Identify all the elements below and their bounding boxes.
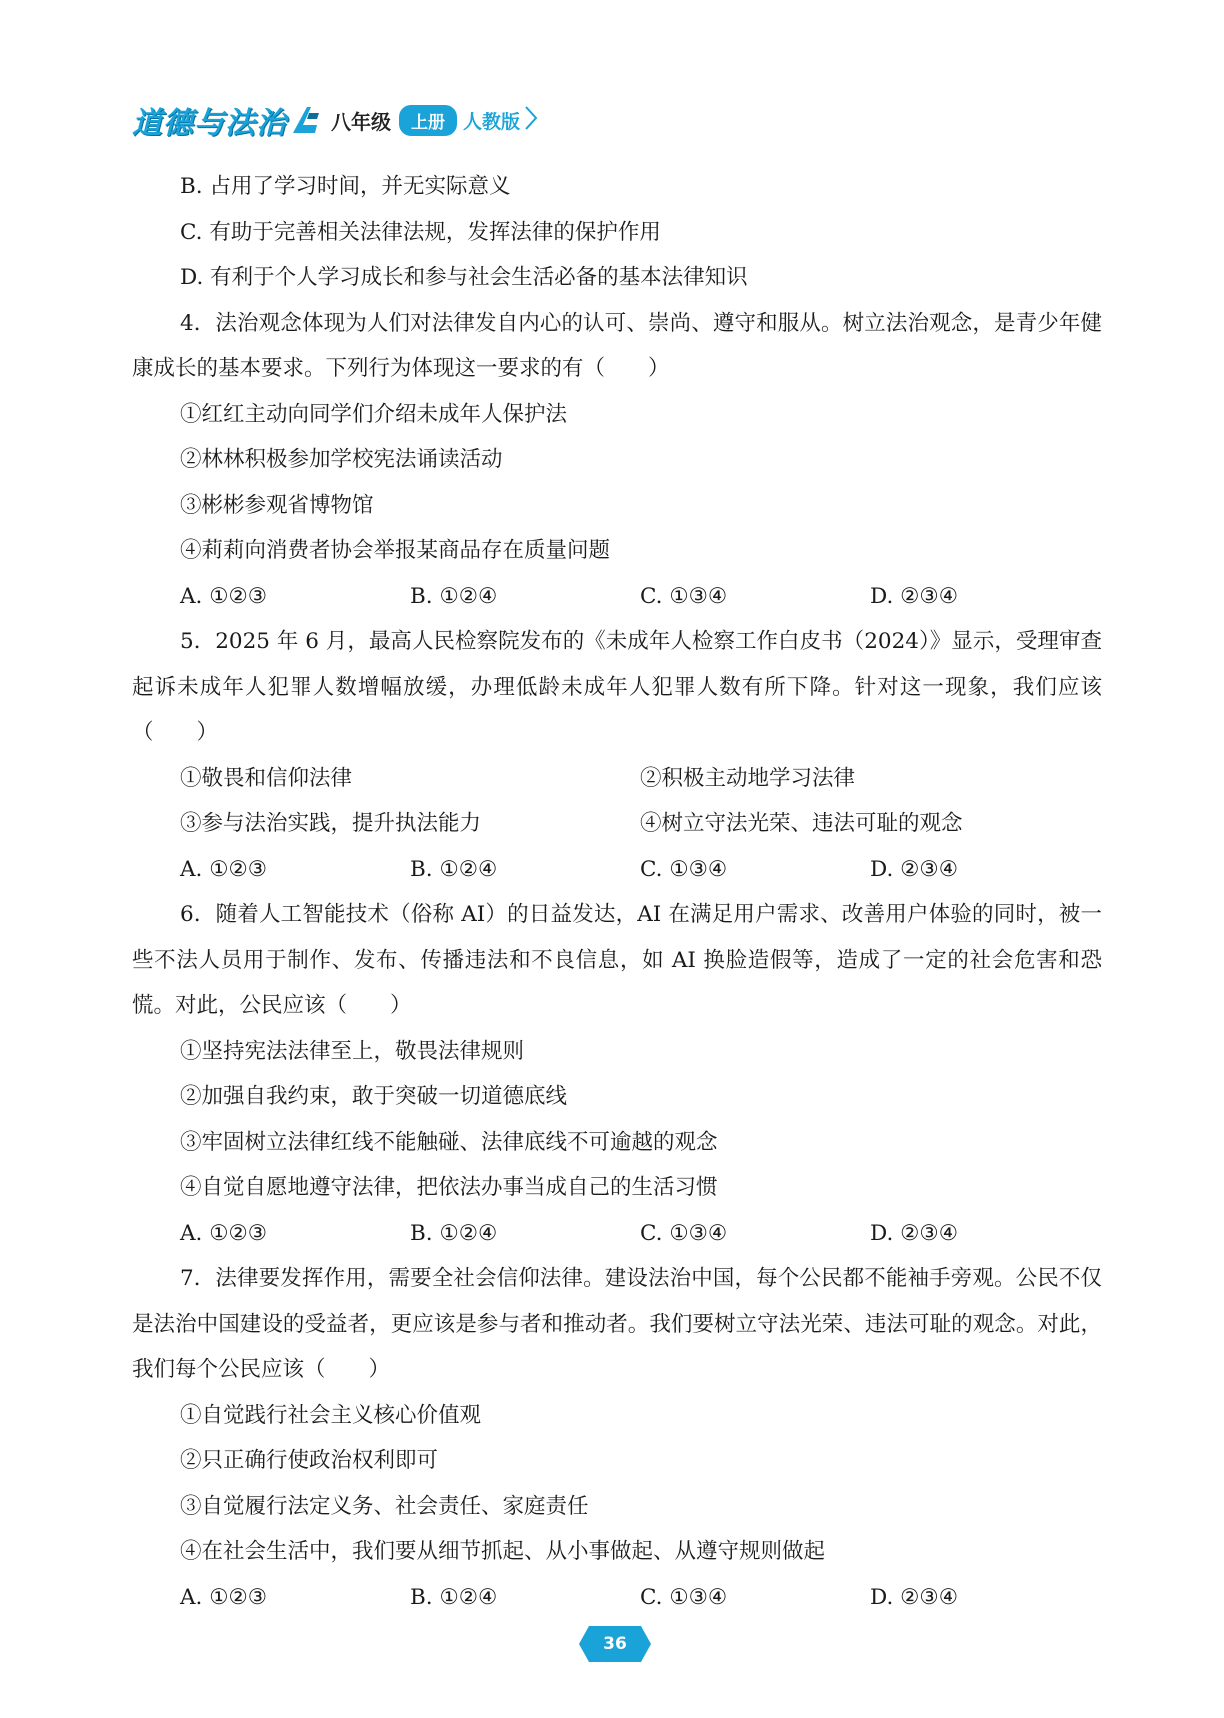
page-content <box>132 164 1102 1620</box>
q5-choices <box>132 847 1102 893</box>
q7-stem: 7．法律要发挥作用，需要全社会信仰法律。建设法治中国，每个公民都不能袖手旁观。公民不仅是法治中国建设的受益者，更应该是参与者和推动者。我们要树立守法光荣、违法可耻的观念。对此，我们每个公民应该（ ） <box>132 1266 1102 1382</box>
q5-item-1: ①敬畏和信仰法律 <box>180 765 353 791</box>
q4-item-2: ②林林积极参加学校宪法诵读活动 <box>180 447 503 472</box>
volume-badge: 上册 <box>399 105 457 136</box>
q3-option-c: C. 有助于完善相关法律法规，发挥法律的保护作用 <box>180 219 661 245</box>
chevron-right-icon <box>524 105 538 135</box>
q5-choice-b: B. ①②④ <box>410 856 498 882</box>
q3-option-d: D. 有利于个人学习成长和参与社会生活必备的基本法律知识 <box>180 265 748 290</box>
q5-item-4: ④树立守法光荣、违法可耻的观念 <box>640 811 963 836</box>
q5-choice-a: A. ①②③ <box>180 856 268 882</box>
q6-item-1: ①坚持宪法法律至上，敬畏法律规则 <box>180 1038 525 1064</box>
q5-item-2: ②积极主动地学习法律 <box>640 765 856 791</box>
q4-choice-a: A. ①②③ <box>180 583 268 609</box>
q6-choice-b: B. ①②④ <box>410 1220 498 1246</box>
q6-choice-a: A. ①②③ <box>180 1220 268 1246</box>
q5-item-3: ③参与法治实践，提升执法能力 <box>180 811 482 836</box>
q7-choice-c: C. ①③④ <box>640 1584 728 1610</box>
q6-item-4: ④自觉自愿地遵守法律，把依法办事当成自己的生活习惯 <box>180 1175 718 1200</box>
q6-choice-d: D. ②③④ <box>870 1220 958 1246</box>
q5-stem: 5．2025 年 6 月，最高人民检察院发布的《未成年人检察工作白皮书（2024）》显示，受理审查起诉未成年人犯罪人数增幅放缓，办理低龄未成年人犯罪人数有所下降。针对这一现象，我们应该（ ） <box>132 629 1102 745</box>
q3-option-b: B. 占用了学习时间，并无实际意义 <box>180 174 511 199</box>
q4-choice-d: D. ②③④ <box>870 583 958 609</box>
q4-item-3: ③彬彬参观省博物馆 <box>180 492 374 518</box>
q4-choices <box>132 574 1102 620</box>
q6-choices <box>132 1211 1102 1257</box>
book-header <box>132 96 538 144</box>
brand-title: 道德与法治 <box>132 106 287 141</box>
q7-item-1: ①自觉践行社会主义核心价值观 <box>180 1402 482 1428</box>
page-number: 36 <box>603 1634 627 1654</box>
q6-item-2: ②加强自我约束，敢于突破一切道德底线 <box>180 1084 568 1109</box>
q5-items-row-1 <box>132 756 1102 802</box>
page-number-badge <box>579 1626 651 1662</box>
q6-choice-c: C. ①③④ <box>640 1220 728 1246</box>
edition-label: 人教版 <box>463 110 521 133</box>
brand-logo-icon <box>289 103 323 137</box>
q7-choices <box>132 1575 1102 1621</box>
q6-stem: 6．随着人工智能技术（俗称 AI）的日益发达，AI 在满足用户需求、改善用户体验的同时，被一些不法人员用于制作、发布、传播违法和不良信息，如 AI 换脸造假等，造成了一定的社会危害和恐慌。对此，公民应该（ ） <box>132 902 1102 1018</box>
q5-choice-d: D. ②③④ <box>870 856 958 882</box>
grade-label: 八年级 <box>331 109 391 134</box>
q5-items-row-2 <box>132 801 1102 847</box>
q5-choice-c: C. ①③④ <box>640 856 728 882</box>
q7-choice-d: D. ②③④ <box>870 1584 958 1610</box>
q4-item-4: ④莉莉向消费者协会举报某商品存在质量问题 <box>180 538 611 563</box>
q7-item-4: ④在社会生活中，我们要从细节抓起、从小事做起、从遵守规则做起 <box>180 1539 826 1564</box>
q4-item-1: ①红红主动向同学们介绍未成年人保护法 <box>180 401 568 427</box>
q7-choice-b: B. ①②④ <box>410 1584 498 1610</box>
q7-item-3: ③自觉履行法定义务、社会责任、家庭责任 <box>180 1493 589 1519</box>
q6-item-3: ③牢固树立法律红线不能触碰、法律底线不可逾越的观念 <box>180 1129 718 1155</box>
q4-stem: 4．法治观念体现为人们对法律发自内心的认可、崇尚、遵守和服从。树立法治观念，是青少年健康成长的基本要求。下列行为体现这一要求的有（ ） <box>132 310 1102 381</box>
q4-choice-b: B. ①②④ <box>410 583 498 609</box>
q7-item-2: ②只正确行使政治权利即可 <box>180 1448 439 1473</box>
q4-choice-c: C. ①③④ <box>640 583 728 609</box>
q7-choice-a: A. ①②③ <box>180 1584 268 1610</box>
